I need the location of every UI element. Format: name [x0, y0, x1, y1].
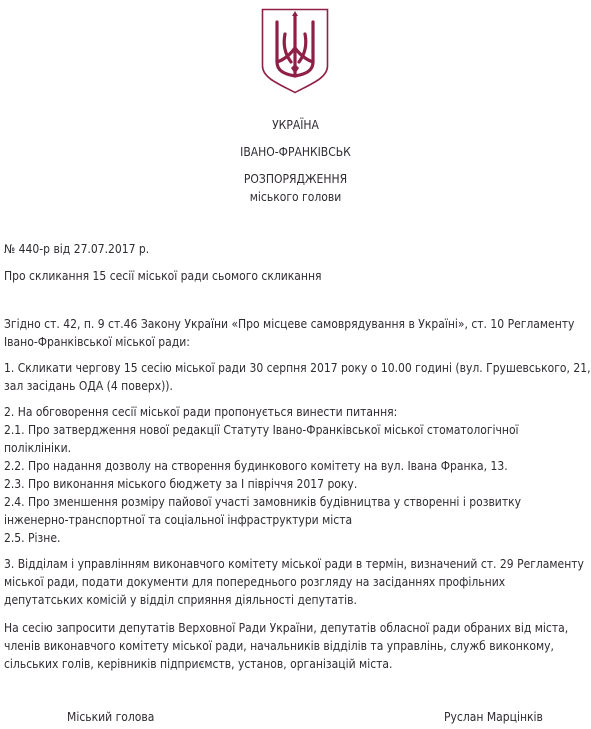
- item-1-paragraph: [4, 359, 589, 395]
- text-line: 2.2. Про надання дозволу на створення будинкового комітету на вул. Івана Франка, 13.: [4, 459, 508, 473]
- country-heading: УКРАЇНА: [272, 118, 319, 132]
- item-3-paragraph: [4, 555, 589, 609]
- text-line: 2. На обговорення сесії міської ради пропонується винести питання:: [4, 405, 398, 419]
- text-line: 2.3. Про виконання міського бюджету за І півріччя 2017 року.: [4, 477, 358, 491]
- city-heading: ІВАНО-ФРАНКІВСЬК: [240, 145, 351, 159]
- coat-of-arms-trident-icon: [261, 8, 329, 94]
- text-line: 1. Скликати чергову 15 сесію міської ради 30 серпня 2017 року о 10.00 годині (вул. Грушевського, 21,: [4, 361, 591, 375]
- text-line: членів виконавчого комітету міської ради, начальників відділів та управлінь, служб виконкому,: [4, 639, 554, 653]
- text-line: Івано-Франківської міської ради:: [4, 335, 190, 349]
- text-line: На сесію запросити депутатів Верховної Ради України, депутатів обласної ради обраних від міста,: [4, 621, 569, 635]
- text-line: поліклініки.: [4, 441, 72, 455]
- signatory-title: Міський голова: [67, 710, 155, 724]
- text-line: 2.1. Про затвердження нової редакції Статуту Івано-Франківської міської стоматологічної: [4, 423, 519, 437]
- item-2-paragraph: [4, 403, 589, 547]
- signatory-name: Руслан Марцінків: [444, 710, 543, 724]
- issuer-subheading: міського голови: [249, 190, 342, 204]
- invitation-paragraph: [4, 619, 589, 673]
- document-subject: Про скликання 15 сесії міської ради сьомого скликання: [4, 269, 322, 283]
- document-number: № 440-р від 27.07.2017 р.: [4, 242, 150, 256]
- text-line: зал засідань ОДА (4 поверх)).: [4, 379, 173, 393]
- text-line: 2.4. Про зменшення розміру пайової участі замовників будівництва у створенні і розвитку: [4, 495, 522, 509]
- text-line: 2.5. Різне.: [4, 531, 61, 545]
- text-line: інженерно-транспортної та соціальної інфраструктури міста: [4, 513, 353, 527]
- legal-basis-paragraph: [4, 315, 589, 351]
- text-line: депутатських комісій у відділ сприяння діяльності депутатів.: [4, 593, 357, 607]
- text-line: сільських голів, керівників підприємств, установ, організацій міста.: [4, 657, 393, 671]
- document-type-heading: РОЗПОРЯДЖЕННЯ: [243, 172, 348, 186]
- text-line: 3. Відділам і управлінням виконавчого комітету міської ради в термін, визначений ст. 29 Регламенту: [4, 557, 584, 571]
- text-line: міської ради, подати документи для попереднього розгляду на засіданнях профільних: [4, 575, 506, 589]
- text-line: Згідно ст. 42, п. 9 ст.46 Закону України «Про місцеве самоврядування в Україні», ст. 10 Регламенту: [4, 317, 575, 331]
